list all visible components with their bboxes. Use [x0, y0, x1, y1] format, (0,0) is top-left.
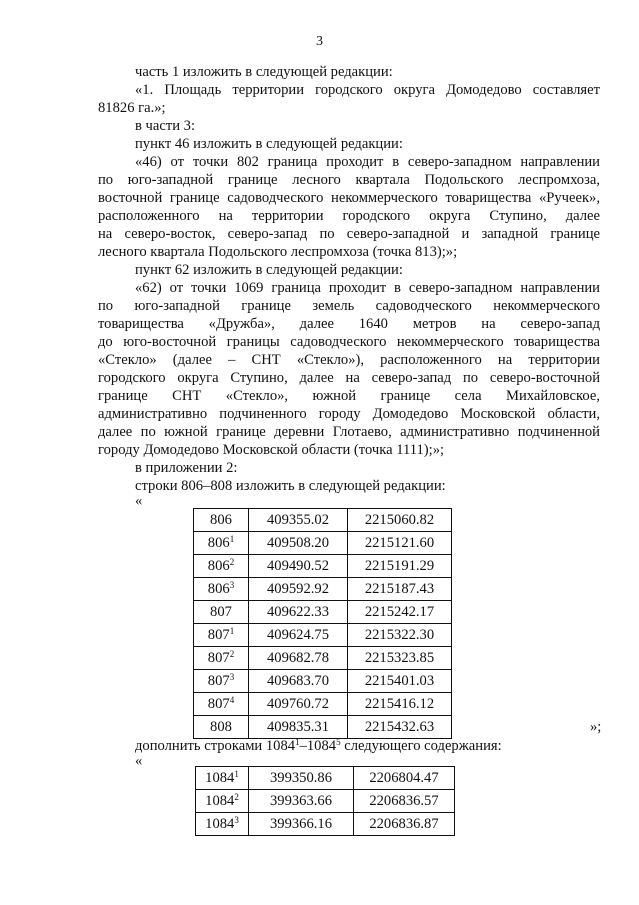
text-line: по юго-западной границе земель садоводческого некоммерческого: [98, 298, 600, 314]
x-coordinate-cell: 409490.52: [249, 555, 348, 578]
point-number: 808: [210, 719, 232, 735]
text-line: в приложении 2:: [135, 460, 238, 476]
point-index: 4: [229, 695, 235, 705]
coordinates-table-1084: [195, 766, 455, 836]
text-line: «1. Площадь территории городского округа Домодедово составляет: [135, 82, 600, 98]
point-number-cell: [194, 647, 249, 670]
point-number-cell: [194, 509, 249, 532]
x-coordinate-cell: 409355.02: [249, 509, 348, 532]
point-index: 3: [229, 672, 235, 682]
x-coordinate-cell: 409760.72: [249, 693, 348, 716]
x-coordinate-cell: 409592.92: [249, 578, 348, 601]
point-number: 807: [207, 673, 230, 689]
opening-quote: «: [135, 753, 143, 769]
y-coordinate-cell: 2215121.60: [348, 532, 452, 555]
x-coordinate-cell: 409624.75: [249, 624, 348, 647]
text-line: 81826 га.»;: [98, 100, 166, 116]
point-number: 1084: [205, 816, 235, 832]
point-number-cell: [194, 601, 249, 624]
text-line: границе СНТ «Стекло», южной границе села Михайловское,: [98, 388, 600, 404]
text-part: –1084: [299, 738, 337, 754]
point-index: 1: [229, 626, 235, 636]
table-row: [194, 509, 452, 532]
point-number: 1084: [205, 793, 235, 809]
text-line: далее по южной границе деревни Глотаево, административно подчиненной: [98, 424, 600, 440]
table-row: [196, 813, 455, 836]
x-coordinate-cell: 409622.33: [249, 601, 348, 624]
y-coordinate-cell: 2215242.17: [348, 601, 452, 624]
y-coordinate-cell: 2215187.43: [348, 578, 452, 601]
table-row: [194, 716, 452, 739]
point-number: 806: [207, 535, 230, 551]
superscript: 5: [336, 737, 341, 747]
point-number-cell: [194, 716, 249, 739]
y-coordinate-cell: 2206836.57: [354, 790, 455, 813]
text-part: следующего содержания:: [340, 738, 502, 754]
text-line: на северо-восток, северо-запад по северо-западной и западной границе: [98, 226, 600, 242]
y-coordinate-cell: 2206836.87: [354, 813, 455, 836]
y-coordinate-cell: 2215060.82: [348, 509, 452, 532]
text-line: в части 3:: [135, 118, 196, 134]
point-index: 2: [229, 557, 235, 567]
point-index: 1: [229, 534, 235, 544]
text-line: часть 1 изложить в следующей редакции:: [135, 64, 393, 80]
point-index: 3: [234, 815, 239, 825]
x-coordinate-cell: 409682.78: [249, 647, 348, 670]
text-line: расположенного на территории городского округа Ступино, далее: [98, 208, 600, 224]
table-row: [194, 693, 452, 716]
point-number-cell: [194, 693, 249, 716]
table-row: [194, 601, 452, 624]
point-number: 807: [207, 627, 230, 643]
y-coordinate-cell: 2215323.85: [348, 647, 452, 670]
text-line: [135, 737, 502, 755]
point-number: 807: [207, 696, 230, 712]
text-line: городского округа Ступино, далее на северо-запад по северо-восточной: [98, 370, 600, 386]
point-index: 2: [229, 649, 235, 659]
page-number: 3: [316, 34, 323, 49]
closing-quote: »;: [590, 719, 602, 735]
x-coordinate-cell: 399366.16: [249, 813, 354, 836]
text-line: до юго-восточной границы садоводческого некоммерческого товарищества: [98, 334, 600, 350]
point-number-cell: [194, 555, 249, 578]
point-number: 1084: [205, 770, 235, 786]
point-number-cell: [194, 670, 249, 693]
point-index: 2: [234, 792, 239, 802]
y-coordinate-cell: 2206804.47: [354, 767, 455, 790]
point-number-cell: [196, 767, 249, 790]
point-number-cell: [196, 790, 249, 813]
point-number: 806: [210, 512, 232, 528]
x-coordinate-cell: 409683.70: [249, 670, 348, 693]
y-coordinate-cell: 2215322.30: [348, 624, 452, 647]
x-coordinate-cell: 409508.20: [249, 532, 348, 555]
text-line: восточной границе садоводческого некоммерческого товарищества «Ручеек»,: [98, 190, 600, 206]
y-coordinate-cell: 2215416.12: [348, 693, 452, 716]
text-line: городу Домодедово Московской области (точка 1111);»;: [98, 442, 445, 458]
superscript: 1: [295, 737, 300, 747]
y-coordinate-cell: 2215432.63: [348, 716, 452, 739]
table-row: [194, 670, 452, 693]
x-coordinate-cell: 399350.86: [249, 767, 354, 790]
text-part: дополнить строками 1084: [135, 738, 296, 754]
point-number: 807: [207, 650, 230, 666]
point-number: 806: [207, 581, 230, 597]
table-row: [194, 647, 452, 670]
table-row: [194, 578, 452, 601]
table-row: [194, 555, 452, 578]
opening-quote: «: [135, 493, 143, 509]
point-index: 3: [229, 580, 235, 590]
text-line: «Стекло» (далее – СНТ «Стекло»), расположенного на территории: [98, 352, 600, 368]
text-line: пункт 46 изложить в следующей редакции:: [135, 136, 403, 152]
y-coordinate-cell: 2215191.29: [348, 555, 452, 578]
text-line: лесного квартала Подольского леспромхоза (точка 813);»;: [98, 244, 458, 260]
text-line: административно подчиненного городу Домодедово Московской области,: [98, 406, 600, 422]
point-number-cell: [196, 813, 249, 836]
x-coordinate-cell: 409835.31: [249, 716, 348, 739]
text-line: пункт 62 изложить в следующей редакции:: [135, 262, 403, 278]
point-number-cell: [194, 624, 249, 647]
point-number: 807: [210, 604, 232, 620]
point-number-cell: [194, 578, 249, 601]
coordinates-table-806-808: [193, 508, 452, 739]
table-row: [194, 624, 452, 647]
table-row: [196, 767, 455, 790]
table-row: [194, 532, 452, 555]
text-line: строки 806–808 изложить в следующей редакции:: [135, 478, 446, 494]
text-line: по юго-западной границе лесного квартала Подольского леспромхоза,: [98, 172, 600, 188]
x-coordinate-cell: 399363.66: [249, 790, 354, 813]
table-row: [196, 790, 455, 813]
point-number: 806: [207, 558, 230, 574]
point-number-cell: [194, 532, 249, 555]
point-index: 1: [234, 769, 239, 779]
text-line: «62) от точки 1069 граница проходит в северо-западном направлении: [135, 280, 600, 296]
text-line: «46) от точки 802 граница проходит в северо-западном направлении: [135, 154, 600, 170]
text-line: товарищества «Дружба», далее 1640 метров на северо-запад: [98, 316, 600, 332]
y-coordinate-cell: 2215401.03: [348, 670, 452, 693]
